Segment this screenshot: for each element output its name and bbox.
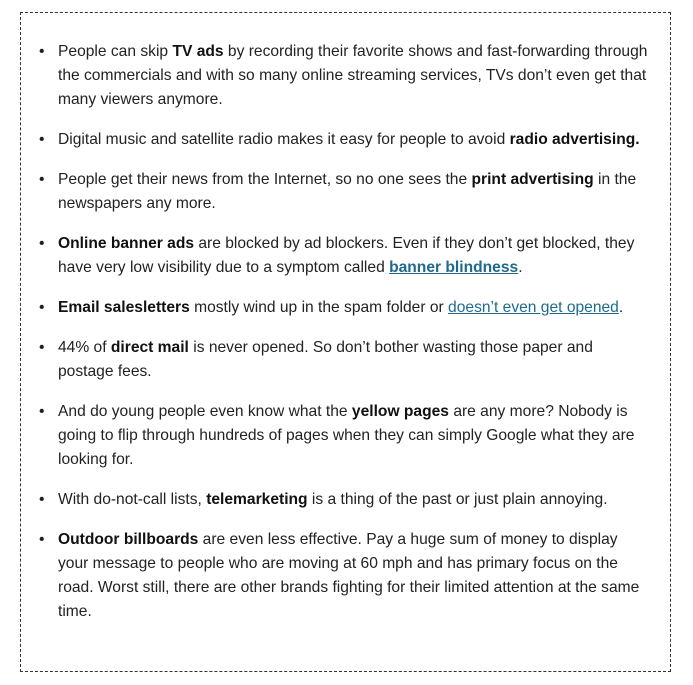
bullet-icon: • bbox=[39, 43, 45, 60]
list-item-online-banner-ads bbox=[39, 232, 649, 280]
bullet-icon: • bbox=[39, 531, 45, 548]
item-keyword: yellow pages bbox=[351, 403, 449, 420]
bullet-icon: • bbox=[39, 339, 45, 356]
item-text: . bbox=[618, 299, 624, 316]
item-keyword: print advertising bbox=[471, 171, 594, 188]
bullet-icon: • bbox=[39, 403, 45, 420]
item-text: in the newspapers any more. bbox=[58, 171, 637, 212]
item-text: by recording their favorite shows and fast-forwarding through the commercials and with so many online streaming services, TVs don’t even get that many viewers anymore. bbox=[58, 43, 648, 108]
item-text: is a thing of the past or just plain annoying. bbox=[307, 491, 608, 508]
item-text: And do young people even know what the bbox=[58, 403, 352, 420]
item-text: People get their news from the Internet, so no one sees the bbox=[58, 171, 472, 188]
bordered-content-box bbox=[20, 12, 671, 672]
item-keyword: telemarketing bbox=[206, 491, 308, 508]
item-text: With do-not-call lists, bbox=[58, 491, 207, 508]
list-item-yellow-pages bbox=[39, 400, 649, 472]
bullet-icon: • bbox=[39, 131, 45, 148]
list-item-direct-mail bbox=[39, 336, 649, 384]
list-item-radio-advertising bbox=[39, 128, 649, 152]
item-text: is never opened. So don’t bother wasting those paper and postage fees. bbox=[58, 339, 593, 380]
bullet-icon: • bbox=[39, 299, 45, 316]
banner-blindness-link[interactable]: banner blindness bbox=[389, 259, 519, 276]
item-text: 44% of bbox=[58, 339, 111, 356]
item-text: Digital music and satellite radio makes it easy for people to avoid bbox=[58, 131, 510, 148]
item-keyword: Outdoor billboards bbox=[58, 531, 199, 548]
item-text: . bbox=[518, 259, 523, 276]
list-item-tv-ads bbox=[39, 40, 649, 112]
item-text: are any more? Nobody is going to flip through hundreds of pages when they can simply Google what they are looking for. bbox=[58, 403, 635, 468]
bullet-icon: • bbox=[39, 171, 45, 188]
item-keyword: TV ads bbox=[172, 43, 224, 60]
item-keyword: direct mail bbox=[110, 339, 189, 356]
item-text: People can skip bbox=[58, 43, 173, 60]
item-text: mostly wind up in the spam folder or bbox=[189, 299, 449, 316]
item-keyword: Email salesletters bbox=[58, 299, 190, 316]
bullet-icon: • bbox=[39, 491, 45, 508]
item-text: are blocked by ad blockers. Even if they don’t get blocked, they have very low visibility due to a symptom called bbox=[58, 235, 635, 276]
list-item-telemarketing bbox=[39, 488, 649, 512]
list-item-email-salesletters bbox=[39, 296, 649, 320]
not-opened-link[interactable]: doesn’t even get opened bbox=[448, 299, 619, 316]
bullet-icon: • bbox=[39, 235, 45, 252]
item-text: are even less effective. Pay a huge sum of money to display your message to people who are moving at 60 mph and has primary focus on the road. Worst still, there are other brands fighting for their limited attention at the same time. bbox=[58, 531, 640, 620]
item-keyword: Online banner ads bbox=[58, 235, 195, 252]
list-item-outdoor-billboards bbox=[39, 528, 649, 624]
advertising-bullet-list bbox=[39, 40, 649, 640]
item-keyword: radio advertising. bbox=[509, 131, 640, 148]
list-item-print-advertising bbox=[39, 168, 649, 216]
